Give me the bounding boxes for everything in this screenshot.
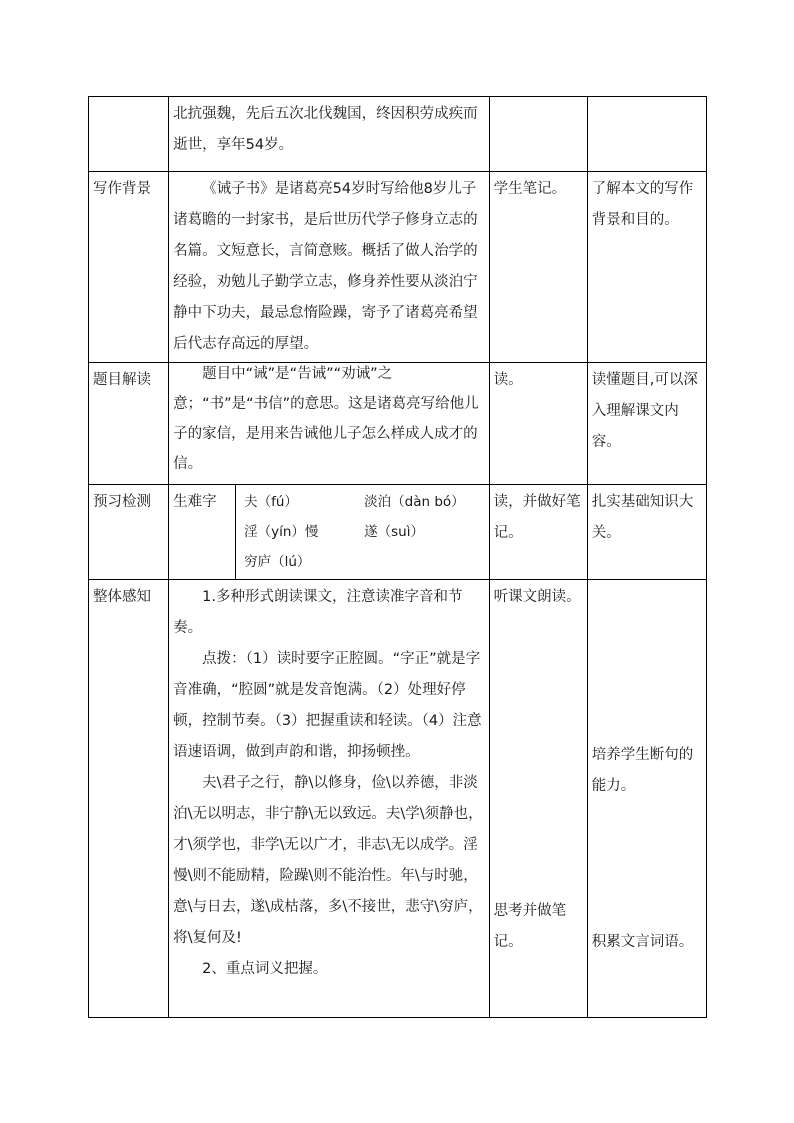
vocab-word: 穷庐（lú） <box>244 554 311 570</box>
overall-student-1: 听课文朗读。 <box>493 589 581 605</box>
bio-content: 北抗强魏，先后五次北伐魏国，终因积劳成疾而逝世，享年54岁。 <box>173 106 478 153</box>
vocab-list <box>236 485 489 579</box>
preview-row <box>89 485 707 580</box>
overall-step2: 2、重点词义把握。 <box>202 961 328 977</box>
preview-label: 预习检测 <box>93 494 151 510</box>
title-interp-content: 题目中“诫”是“告诫”“劝诫”之意；“书”是“书信”的意思。这是诸葛亮写给他儿子的家信，是用来告诫他儿子怎么样成人成才的信。 <box>173 366 479 472</box>
preview-sublabel: 生难字 <box>173 494 217 510</box>
preview-student: 读，并做好笔记。 <box>493 494 581 541</box>
vocab-word: 淫（yín）慢 <box>244 524 319 540</box>
overall-content <box>169 580 489 987</box>
overall-tips: 点拨：（1）读时要字正腔圆。“字正”就是字音准确，“腔圆”就是发音饱满。（2）处理好停顿，控制节奏。（3）把握重读和轻读。（4）注意语速语调，做到声韵和谐，抑扬顿挫。 <box>173 651 482 760</box>
title-interp-student: 读。 <box>493 372 523 388</box>
bio-goal-cell <box>587 97 706 172</box>
vocab-word: 遂（suì） <box>364 524 424 540</box>
overall-label: 整体感知 <box>93 589 151 605</box>
bio-label-cell <box>89 97 169 172</box>
title-interp-label: 题目解读 <box>93 372 151 388</box>
background-label: 写作背景 <box>93 181 151 197</box>
background-content: 《诫子书》是诸葛亮54岁时写给他8岁儿子诸葛瞻的一封家书，是后世历代学子修身立志的名篇。文短意长，言简意赅。概括了做人治学的经验，劝勉儿子勤学立志，修身养性要从淡泊宁静中下功夫，最忌怠惰险躁，寄予了诸葛亮希望后代志存高远的厚望。 <box>173 181 478 352</box>
background-goal: 了解本文的写作背景和目的。 <box>591 181 694 228</box>
lesson-plan-table <box>88 96 707 1018</box>
title-interp-goal: 读懂题目,可以深入理解课文内容。 <box>591 372 698 450</box>
bio-content-cell <box>169 97 490 172</box>
title-interpretation-row <box>89 363 707 485</box>
overall-student-2: 思考并做笔记。 <box>493 903 567 950</box>
vocab-word: 夫（fú） <box>244 494 298 510</box>
preview-inner-table <box>169 485 489 579</box>
bio-student-cell <box>489 97 587 172</box>
overall-row <box>89 580 707 1018</box>
background-student: 学生笔记。 <box>493 181 567 197</box>
vocab-word: 淡泊（dàn bó） <box>364 494 465 510</box>
bio-row <box>89 97 707 172</box>
overall-step1: 1.多种形式朗读课文，注意读准字音和节奏。 <box>173 589 463 636</box>
overall-goal-2: 积累文言词语。 <box>591 934 694 950</box>
background-row <box>89 172 707 363</box>
overall-goal-1: 培养学生断句的能力。 <box>591 747 694 794</box>
overall-pause-text: 夫\君子之行，静\以修身，俭\以养德，非淡泊\无以明志，非宁静\无以致远。夫\学\须静也，才\须学也，非学\无以广才，非志\无以成学。淫慢\则不能励精，险躁\则不能治性。年\与时驰，意\与日去，遂\成枯落，多\不接世，悲守\穷庐，将\复何及! <box>173 775 483 946</box>
preview-goal: 扎实基础知识大关。 <box>591 494 694 541</box>
